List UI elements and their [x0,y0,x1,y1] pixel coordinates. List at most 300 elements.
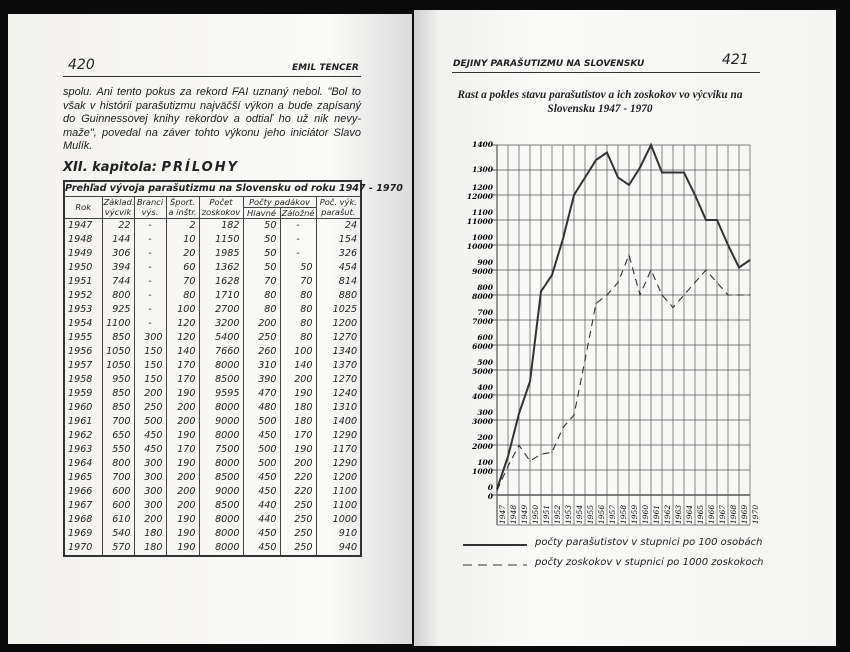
table-cell: 500 [243,457,280,471]
table-cell: 1240 [316,387,361,401]
x-tick-label: 1949 [520,504,529,524]
table-cell: 814 [316,275,361,289]
table-cell: 24 [316,218,361,233]
table-cell: 1956 [64,345,102,359]
table-cell: 10 [166,233,199,247]
data-point [705,269,706,270]
x-tick-label: 1964 [685,504,694,524]
table-cell: 454 [316,261,361,275]
table-cell: 80 [280,289,316,303]
table-cell: 1965 [64,471,102,485]
table-cell: 1270 [316,373,361,387]
table-title: Prehľad vývoja parašutizmu na Slovensku od roku 1947 - 1970 [64,181,361,197]
y-tick-label: 300 [477,408,493,417]
y-tick-label-secondary: 11000 [466,217,493,226]
data-point [573,414,574,415]
table-cell: 200 [243,317,280,331]
table-cell: 150 [134,345,166,359]
table-cell: 220 [280,471,316,485]
right-page-number: 421 [722,52,749,68]
table-cell: 220 [280,485,316,499]
table-cell: 180 [280,401,316,415]
table-cell: 1968 [64,513,102,527]
table-cell: 1170 [316,443,361,457]
table-cell: 200 [166,401,199,415]
table-cell: 170 [166,443,199,457]
table-cell: 190 [166,429,199,443]
table-cell: 190 [280,387,316,401]
table-cell: 610 [102,513,134,527]
table-cell: 1950 [64,261,102,275]
table-cell: 1955 [64,331,102,345]
table-cell: 650 [102,429,134,443]
table-cell: 8000 [199,457,243,471]
table-cell: 200 [134,387,166,401]
table-cell: 260 [243,345,280,359]
table-cell: 1200 [316,317,361,331]
x-tick-label: 1950 [531,504,540,524]
table-cell: 250 [280,499,316,513]
y-tick-label-secondary: 9000 [472,267,493,276]
data-point [683,172,684,173]
table-cell: 2 [166,218,199,233]
table-cell: 600 [102,499,134,513]
x-tick-label: 1952 [553,504,562,524]
table-cell: 100 [280,345,316,359]
table-cell: 440 [243,513,280,527]
table-cell: 450 [243,527,280,541]
table-cell: 200 [166,485,199,499]
table-cell: 200 [166,471,199,485]
table-cell: 1050 [102,345,134,359]
table-cell: 22 [102,218,134,233]
table-cell: 70 [280,275,316,289]
data-point [595,303,596,304]
table-cell: 250 [280,527,316,541]
data-point [650,144,651,145]
data-point [716,282,717,283]
table-cell: 450 [134,429,166,443]
x-tick-label: 1956 [597,504,606,524]
table-cell: 190 [166,513,199,527]
table-cell: 190 [166,457,199,471]
table-cell: 300 [134,485,166,499]
data-point [672,307,673,308]
x-tick-label: 1965 [696,504,705,524]
data-point [606,152,607,153]
table-cell: 80 [280,317,316,331]
y-tick-label: 1400 [472,140,493,149]
table-cell: 850 [102,387,134,401]
table-cell: - [280,233,316,247]
data-point [518,445,519,446]
data-point [507,456,508,457]
table-cell: - [134,218,166,233]
x-tick-label: 1959 [630,504,639,524]
table-cell: 8000 [199,359,243,373]
data-point [496,490,497,491]
table-cell: 250 [280,541,316,556]
table-cell: 744 [102,275,134,289]
col-pocet: Počet zoskokov [199,196,243,218]
y-tick-label: 700 [477,308,493,317]
x-tick-label: 1954 [575,504,584,524]
table-cell: 250 [243,331,280,345]
table-cell: - [280,247,316,261]
table-cell: 394 [102,261,134,275]
table-cell: 925 [102,303,134,317]
table-cell: 1961 [64,415,102,429]
y-tick-label-secondary: 6000 [472,342,493,351]
x-tick-label: 1960 [641,504,650,524]
table-cell: 200 [280,457,316,471]
table-cell: 1050 [102,359,134,373]
series-line-parachutists [497,145,750,489]
data-point [518,413,519,414]
data-point [639,167,640,168]
table-cell: 1150 [199,233,243,247]
x-tick-label: 1966 [707,504,716,524]
table-cell: 50 [243,247,280,261]
table-cell: - [134,289,166,303]
table-cell: 1969 [64,527,102,541]
y-tick-label: 200 [477,433,493,442]
right-running-head: DEJINY PARAŠUTIZMU NA SLOVENSKU [453,59,645,69]
table-cell: 80 [280,331,316,345]
data-point [617,177,618,178]
table-cell: 5400 [199,331,243,345]
table-cell: 200 [166,415,199,429]
data-point [672,172,673,173]
y-tick-label: 1000 [472,233,493,242]
table-cell: 300 [134,457,166,471]
table-cell: 20 [166,247,199,261]
table-cell: 1200 [316,471,361,485]
body-paragraph: spolu. Ani tento pokus za rekord FAI uznaný nebol. "Bol to však v histórii parašutizmu najväčší výkon a bude zapísaný do Guinnessovej knihy rekordov a odtiaľ ho už nik nevy-maže", povedal na záver tohto výkonu jeho iniciátor Slavo Mulík. [63,86,361,152]
table-cell: 1985 [199,247,243,261]
x-tick-label: 1968 [729,504,738,524]
table-cell: 1947 [64,218,102,233]
table-cell: 1952 [64,289,102,303]
data-point [584,359,585,360]
table-cell: 1967 [64,499,102,513]
data-point [661,294,662,295]
table-cell: 1958 [64,373,102,387]
table-cell: 120 [166,331,199,345]
data-point [551,274,552,275]
table-cell: 80 [243,303,280,317]
y-tick-label: 1100 [472,208,493,217]
y-tick-label-secondary: 5000 [472,367,493,376]
table-cell: 8500 [199,499,243,513]
data-point [727,244,728,245]
table-cell: 700 [102,415,134,429]
table-cell: - [134,247,166,261]
table-cell: 440 [243,499,280,513]
table-cell: 1270 [316,331,361,345]
table-cell: 950 [102,373,134,387]
table-cell: 180 [134,541,166,556]
col-branci: Branci výs. [134,196,166,218]
data-point [738,294,739,295]
table-cell: 1949 [64,247,102,261]
table-cell: 450 [243,429,280,443]
y-tick-label: 1300 [472,165,493,174]
y-tick-label-secondary: 2000 [472,442,493,451]
table-cell: 1400 [316,415,361,429]
table-cell: 150 [134,359,166,373]
data-point [606,294,607,295]
data-point [529,460,530,461]
table-cell: 180 [280,415,316,429]
table-cell: 1964 [64,457,102,471]
left-running-head: EMIL TENCER [292,63,359,73]
table-cell: 1100 [316,499,361,513]
table-cell: 154 [316,233,361,247]
table-cell: 1370 [316,359,361,373]
data-point [650,269,651,270]
table-cell: 600 [102,485,134,499]
table-cell: 1963 [64,443,102,457]
table-cell: 180 [134,527,166,541]
table-cell: 300 [134,499,166,513]
table-cell: 250 [134,401,166,415]
table-cell: 1710 [199,289,243,303]
data-point [628,184,629,185]
table-cell: 306 [102,247,134,261]
table-cell: 500 [243,443,280,457]
y-tick-label: 900 [477,258,493,267]
table-cell: 70 [243,275,280,289]
data-point [573,194,574,195]
table-cell: 250 [280,513,316,527]
table-cell: 1000 [316,513,361,527]
table-cell: 120 [166,317,199,331]
table-cell: - [134,275,166,289]
table-cell: 80 [166,289,199,303]
table-cell: - [134,303,166,317]
data-point [749,259,750,260]
data-point [584,177,585,178]
table-cell: 8500 [199,471,243,485]
table-cell: 500 [243,415,280,429]
series-line-jumps [497,255,750,491]
data-point [595,159,596,160]
table-cell: 2700 [199,303,243,317]
table-cell: 170 [166,373,199,387]
table-cell: 450 [134,443,166,457]
y-tick-label-secondary: 7000 [472,317,493,326]
table-cell: 940 [316,541,361,556]
table-cell: 880 [316,289,361,303]
table-cell: 1966 [64,485,102,499]
table-cell: 1953 [64,303,102,317]
table-cell: 1100 [316,485,361,499]
chapter-title: PRÍLOHY [161,159,239,175]
table-cell: 540 [102,527,134,541]
table-cell: 8000 [199,429,243,443]
table-cell: - [134,317,166,331]
table-cell: 480 [243,401,280,415]
data-point [661,172,662,173]
x-tick-label: 1948 [509,504,518,524]
table-cell: 8000 [199,401,243,415]
table-cell: 144 [102,233,134,247]
table-cell: 1340 [316,345,361,359]
data-point [639,294,640,295]
legend-dashed-label: počty zoskokov v stupnici po 1000 zoskokoch [535,557,764,568]
col-hlavne: Hlavné [243,207,280,218]
x-tick-label: 1955 [586,504,595,524]
y-tick-label-secondary: 12000 [466,192,493,201]
table-cell: 170 [280,429,316,443]
x-tick-label: 1969 [740,504,749,524]
data-point [562,427,563,428]
table-cell: 80 [243,289,280,303]
table-cell: - [134,261,166,275]
table-cell: 1962 [64,429,102,443]
data-point [716,219,717,220]
x-tick-label: 1957 [608,504,617,524]
table-cell: 1628 [199,275,243,289]
table-cell: 470 [243,387,280,401]
col-padaky: Počty padákov [243,196,316,207]
table-cell: 310 [243,359,280,373]
y-tick-label: 400 [477,383,493,392]
table-cell: 7660 [199,345,243,359]
table-cell: 390 [243,373,280,387]
table-cell: 850 [102,331,134,345]
x-tick-label: 1951 [542,504,551,524]
x-tick-label: 1962 [663,504,672,524]
left-page-number: 420 [68,57,95,73]
table-cell: 190 [166,527,199,541]
table-cell: 1948 [64,233,102,247]
table-cell: 170 [166,359,199,373]
table-cell: 8000 [199,527,243,541]
table-cell: 9595 [199,387,243,401]
table-cell: 550 [102,443,134,457]
y-tick-label-secondary: 3000 [472,417,493,426]
table-cell: 7500 [199,443,243,457]
table-cell: 182 [199,218,243,233]
table-cell: 100 [166,303,199,317]
table-cell: 1957 [64,359,102,373]
table-cell: 3200 [199,317,243,331]
table-cell: 500 [134,415,166,429]
data-point [529,381,530,382]
x-tick-label: 1947 [498,504,507,524]
chapter-prefix: XII. kapitola: [63,159,162,175]
table-cell: 140 [166,345,199,359]
y-tick-label: 600 [477,333,493,342]
data-point [540,454,541,455]
table-cell: 1290 [316,457,361,471]
data-point [507,466,508,467]
x-tick-label: 1958 [619,504,628,524]
table-cell: 450 [243,541,280,556]
chart-title: Rast a pokles stavu parašutistov a ich zoskokov vo výcviku na Slovensku 1947 - 1970 [457,89,743,115]
table-cell: 50 [243,261,280,275]
table-cell: 1310 [316,401,361,415]
x-tick-label: 1963 [674,504,683,524]
table-cell: 60 [166,261,199,275]
table-cell: 70 [166,275,199,289]
col-rok: Rok [64,196,102,218]
col-zaklad: Základ. výcvik [103,197,135,217]
y-tick-label: 100 [477,458,493,467]
table-cell: 450 [243,471,280,485]
table-cell: 50 [243,218,280,233]
table-cell: 200 [280,373,316,387]
table-cell: 910 [316,527,361,541]
table-cell: - [134,233,166,247]
table-cell: 8000 [199,513,243,527]
x-tick-label: 1967 [718,504,727,524]
y-tick-label-secondary: 4000 [472,392,493,401]
table-cell: 50 [280,261,316,275]
table-cell: 1954 [64,317,102,331]
y-tick-label: 0 [487,483,493,492]
data-point [683,294,684,295]
y-tick-label-secondary: 10000 [466,242,493,251]
table-cell: 9000 [199,415,243,429]
table-cell: 570 [102,541,134,556]
table-cell: 450 [243,485,280,499]
table-cell: 300 [134,471,166,485]
data-point [617,282,618,283]
table-cell: 1970 [64,541,102,556]
table-cell: 190 [166,387,199,401]
col-vyk: Poč. výk. parašut. [316,196,361,218]
table-cell: 150 [134,373,166,387]
table-cell: 326 [316,247,361,261]
table-cell: 700 [102,471,134,485]
data-point [705,219,706,220]
table-cell: 80 [280,303,316,317]
y-tick-label-secondary: 0 [487,492,493,501]
data-point [727,294,728,295]
table-cell: 8000 [199,541,243,556]
x-tick-label: 1970 [751,504,760,524]
table-cell: 300 [134,331,166,345]
x-tick-label: 1953 [564,504,573,524]
col-zalozne: Záložné [281,207,315,218]
table-cell: 8500 [199,373,243,387]
y-tick-label-secondary: 1000 [472,467,493,476]
table-cell: 1290 [316,429,361,443]
table-cell: 1960 [64,401,102,415]
table-cell: 850 [102,401,134,415]
table-cell: 200 [134,513,166,527]
table-cell: 1100 [102,317,134,331]
y-tick-label-secondary: 8000 [472,292,493,301]
data-point [551,452,552,453]
y-tick-label: 800 [477,283,493,292]
data-point [540,291,541,292]
y-tick-label: 500 [477,358,493,367]
table-cell: 50 [243,233,280,247]
data-point [694,194,695,195]
table-cell: 190 [166,541,199,556]
table-cell: 800 [102,289,134,303]
x-tick-label: 1961 [652,504,661,524]
table-cell: 1951 [64,275,102,289]
col-sport: Šport. a inštr. [166,196,199,218]
data-point [738,267,739,268]
legend-solid-label: počty parašutistov v stupnici po 100 osobách [535,537,763,548]
table-cell: - [280,218,316,233]
